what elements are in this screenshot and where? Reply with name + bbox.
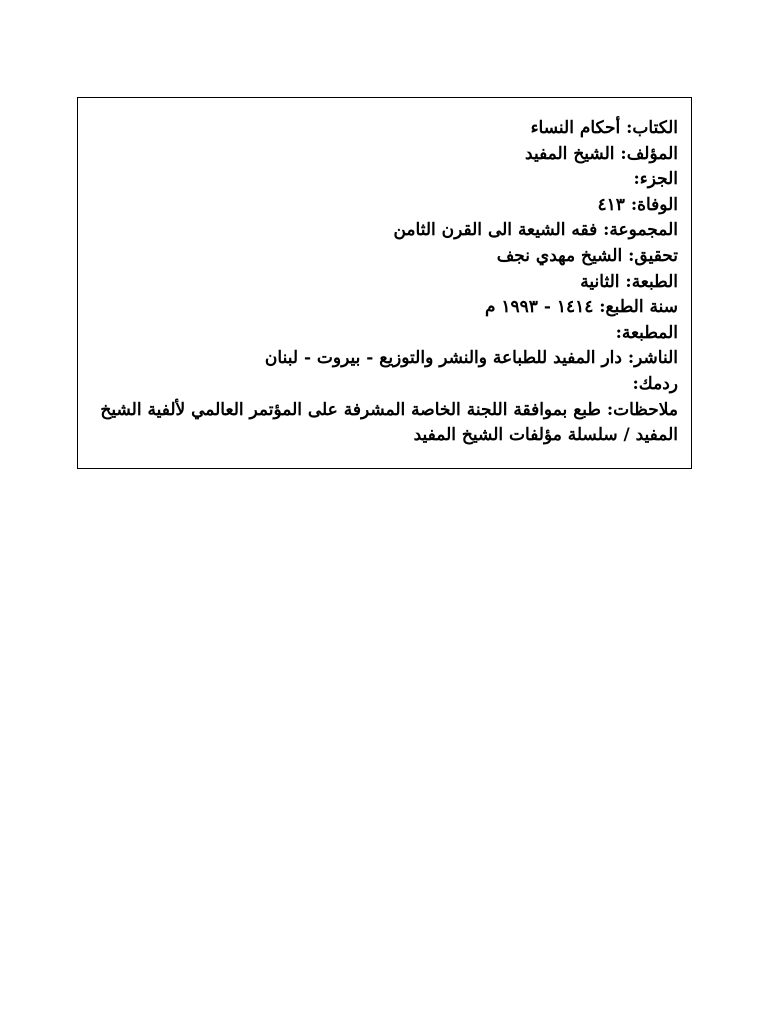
author-line (91, 142, 678, 168)
notes-line (91, 398, 678, 449)
edition-line (91, 270, 678, 296)
editor-label: تحقيق: (628, 245, 678, 266)
isbn-label: ردمك: (632, 373, 678, 394)
book-label: الكتاب: (626, 118, 678, 138)
editor-line (91, 244, 678, 270)
collection-value: فقه الشيعة الى القرن الثامن (393, 220, 598, 241)
book-info-box (77, 97, 692, 469)
isbn-line (91, 372, 678, 398)
book-line (91, 116, 678, 142)
collection-line (91, 218, 678, 244)
print-year-value: ١٤١٤ - ١٩٩٣ م (484, 297, 594, 318)
print-year-line (91, 295, 678, 321)
author-label: المؤلف: (620, 143, 678, 164)
notes-label: ملاحظات: (606, 399, 678, 420)
publisher-value: دار المفيد للطباعة والنشر والتوزيع - بيروت - لبنان (264, 348, 622, 369)
edition-label: الطبعة: (625, 271, 678, 292)
press-line (91, 321, 678, 347)
press-label: المطبعة: (615, 322, 678, 343)
notes-value: طبع بموافقة اللجنة الخاصة المشرفة على المؤتمر العالمي لألفية الشيخ المفيد / سلسلة مؤلفات الشيخ المفيد (100, 399, 678, 446)
editor-value: الشيخ مهدي نجف (496, 245, 623, 266)
death-value: ٤١٣ (597, 194, 625, 215)
publisher-line (91, 346, 678, 372)
death-line (91, 193, 678, 219)
book-value: أحكام النساء (530, 118, 621, 138)
part-label: الجزء: (633, 169, 678, 190)
death-label: الوفاة: (630, 194, 678, 215)
part-line (91, 167, 678, 193)
print-year-label: سنة الطبع: (599, 297, 678, 318)
edition-value: الثانية (580, 271, 620, 292)
collection-label: المجموعة: (603, 220, 678, 241)
author-value: الشيخ المفيد (525, 143, 615, 164)
publisher-label: الناشر: (627, 348, 678, 369)
